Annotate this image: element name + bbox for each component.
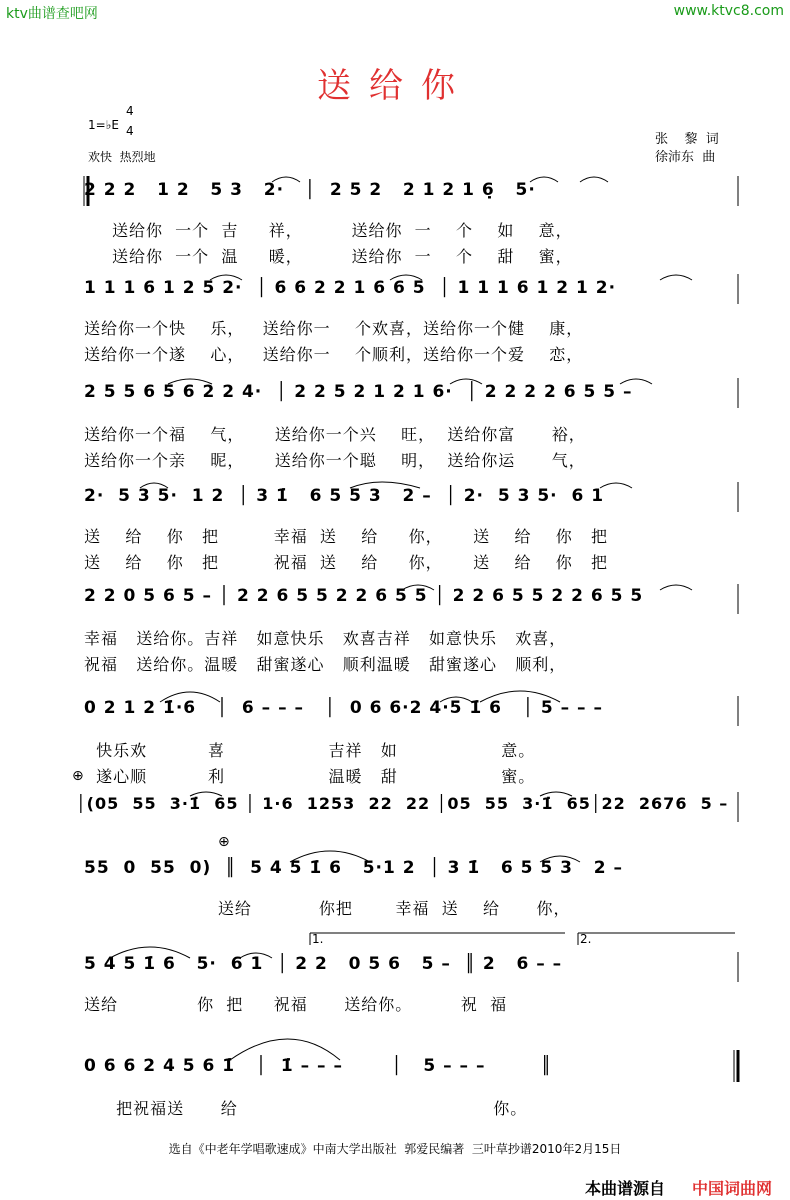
notes-line: 2 2 0 5 6 5 – │ 2 2 6 5 5 2 2 6 5 5 │ 2 2 6 5 5 2 2 6 5 5 xyxy=(84,586,644,606)
lyric-line-1: 幸福 送给你。吉祥 如意快乐 欢喜吉祥 如意快乐 欢喜， xyxy=(84,629,567,648)
source-site-link[interactable]: 中国词曲网 xyxy=(692,1179,773,1198)
lyric-line-2: 祝福 送给你。温暖 甜蜜遂心 顺利温暖 甜蜜遂心 顺利， xyxy=(84,655,567,674)
first-ending-label: 1. xyxy=(312,932,324,946)
notes-line: │(05 55 3·1̇ 65 │ 1·6 1253 22 22 │05 55 3·1̇ 65│22 2676 5 – xyxy=(76,794,729,813)
time-signature-top: 4 xyxy=(126,104,134,118)
source-label: 本曲谱源自 xyxy=(585,1179,666,1198)
notes-line: 5 4 5 1̇ 6 5· 6 1 │ 2 2 0 5 6 5 – ║ 2 6 – – xyxy=(84,954,563,974)
lyric-line-2: 送给你一个亲 昵， 送给你一个聪 明， 送给你运 气， xyxy=(84,451,586,470)
lyric-line-2: 送 给 你 把 祝福 送 给 你， 送 给 你 把 xyxy=(84,553,609,572)
lyric-line-1: 快乐欢 喜 吉祥 如 意。 xyxy=(84,741,536,760)
notes-line: 1 1 1 6 1 2 5 2· │ 6 6 2 2 1 6 6 5 │ 1 1 1 6 1 2 1 2· xyxy=(84,278,617,298)
lyric-line-1: 送给 你 把 祝福 送给你。 祝 福 xyxy=(84,995,508,1014)
lyric-line-1: 送给你一个快 乐， 送给你一 个欢喜，送给你一个健 康， xyxy=(84,319,584,338)
song-title: 送给你 xyxy=(317,66,473,106)
composer-credit: 徐沛东 曲 xyxy=(655,150,716,165)
notes-line: 2 5 5 6 5 6 2 2 4· │ 2 2 5 2 1 2 1 6· │ 2 2 2 2 6 5 5 – xyxy=(84,382,633,402)
lyric-line-1: 送 给 你 把 幸福 送 给 你， 送 给 你 把 xyxy=(84,527,609,546)
lyric-line-1: 把祝福送 给 你。 xyxy=(104,1099,528,1118)
notes-line: 0 6 6 2 4 5 6 1̇ │ 1̇ – – – │ 5 – – – ║ xyxy=(84,1056,553,1076)
notes-line: 2· 5 3 5· 1 2 │ 3 1̇ 6 5 5 3 2 – │ 2· 5 3 5· 6 1 xyxy=(84,486,605,506)
lyric-line-1: 送给你一个福 气， 送给你一个兴 旺， 送给你富 裕， xyxy=(84,425,586,444)
lyric-line-1: 送给 你把 幸福 送 给 你， xyxy=(84,899,571,918)
notes-line: 2 2 2 1 2 5 3 2· │ 2 5 2 2 1 2 1 6̣ 5· xyxy=(84,180,536,200)
lyric-line-2: 送给你一个遂 心， 送给你一 个顺利，送给你一个爱 恋， xyxy=(84,345,584,364)
time-signature-bottom: 4 xyxy=(126,124,134,138)
lyric-line-1: 送给你 一个 吉 祥， 送给你 一 个 如 意， xyxy=(112,221,573,240)
tempo-marking: 欢快 热烈地 xyxy=(88,150,156,164)
coda-icon-2: ⊕ xyxy=(218,834,230,850)
watermark-left: ktv曲谱查吧网 xyxy=(6,6,98,22)
lyricist-credit: 张 黎 词 xyxy=(655,132,719,147)
notes-line: 0 2 1 2 1̇·6 │ 6 – – – │ 0 6 6·2 4·5 1̇ 6 │ 5 – – – xyxy=(84,698,603,718)
notes-line: 55 0 55 0) ║ 5 4 5 1̇ 6 5·1 2 │ 3 1̇ 6 5 5 3 2 – xyxy=(84,858,623,878)
lyric-line-2: 送给你 一个 温 暖， 送给你 一 个 甜 蜜， xyxy=(112,247,573,266)
source-footnote: 选自《中老年学唱歌速成》中南大学出版社 郭爱民编著 三叶草抄谱2010年2月15日 xyxy=(168,1142,622,1156)
coda-icon: ⊕ xyxy=(72,768,84,784)
watermark-right: www.ktvc8.com xyxy=(673,3,784,19)
key-signature: 1=♭E xyxy=(88,118,119,132)
second-ending-label: 2. xyxy=(580,932,592,946)
lyric-line-2: 遂心顺 利 温暖 甜 蜜。 xyxy=(84,767,536,786)
